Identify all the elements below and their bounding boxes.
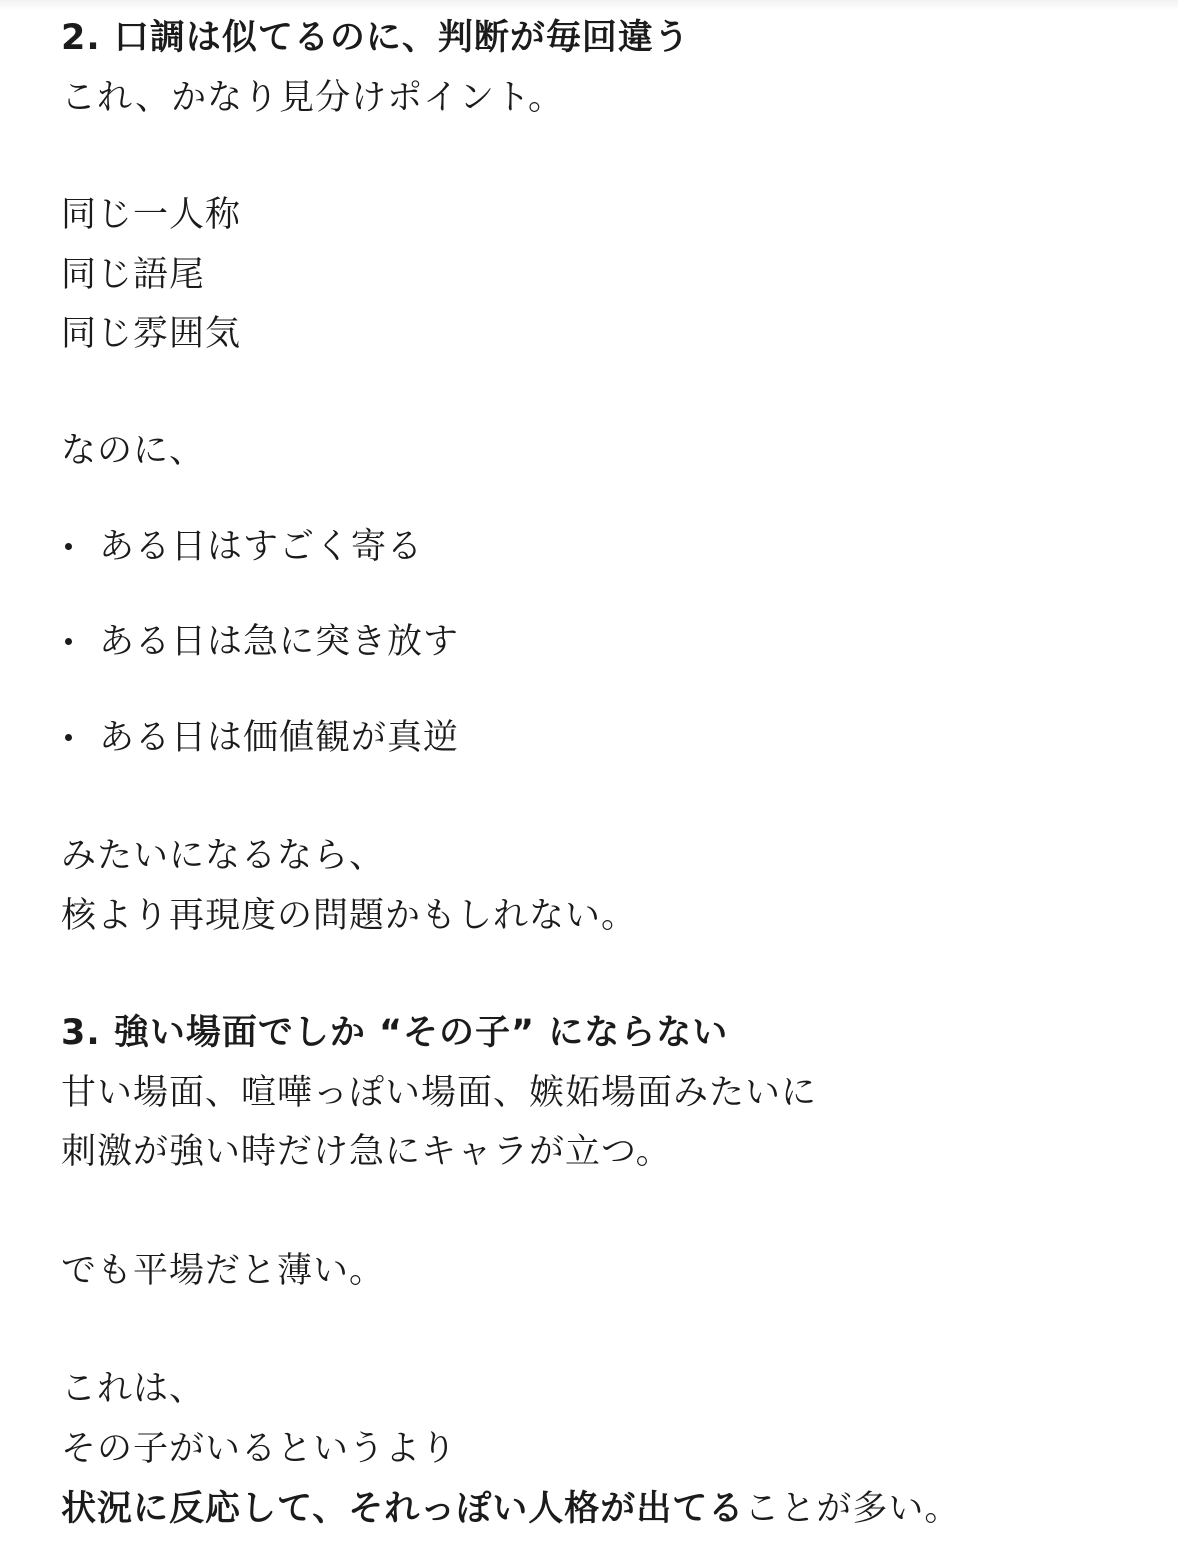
final-rest-text: ことが多い。 [744, 1489, 961, 1529]
bullet-dot [65, 543, 72, 550]
conclusion-line: みたいになるなら、 [61, 836, 386, 876]
closing-line: これは、 [61, 1369, 206, 1409]
closing-line: その子がいるというより [61, 1429, 458, 1469]
bullet-item [61, 522, 423, 572]
section-2-heading: 2. 口調は似てるのに、判断が毎回違う [61, 18, 690, 58]
section-3-body-line: 甘い場面、喧嘩っぽい場面、嫉妬場面みたいに [61, 1073, 818, 1113]
bullet-item [61, 713, 459, 763]
bullet-text: ある日はすごく寄る [99, 527, 424, 567]
but-text: なのに、 [61, 431, 206, 471]
final-bold-text: 状況に反応して、それっぽい人格が出てる [61, 1489, 745, 1529]
bullet-text: ある日は急に突き放す [99, 622, 460, 662]
bullet-item [61, 617, 459, 667]
bullet-text: ある日は価値観が真逆 [99, 718, 460, 758]
section-2-intro: これ、かなり見分けポイント。 [61, 78, 564, 118]
bullet-dot [65, 638, 72, 645]
same-list-item: 同じ語尾 [61, 255, 206, 295]
top-shadow [0, 0, 1178, 10]
final-line [61, 1484, 960, 1534]
section-3-heading: 3. 強い場面でしか “その子” にならない [61, 1013, 729, 1053]
bullet-dot [65, 734, 72, 741]
same-list-item: 同じ雰囲気 [61, 314, 242, 354]
section-3-body-line: 刺激が強い時だけ急にキャラが立つ。 [61, 1132, 672, 1172]
flat-text: でも平場だと薄い。 [61, 1251, 386, 1291]
conclusion-line: 核より再現度の問題かもしれない。 [61, 896, 638, 936]
same-list-item: 同じ一人称 [61, 195, 242, 235]
